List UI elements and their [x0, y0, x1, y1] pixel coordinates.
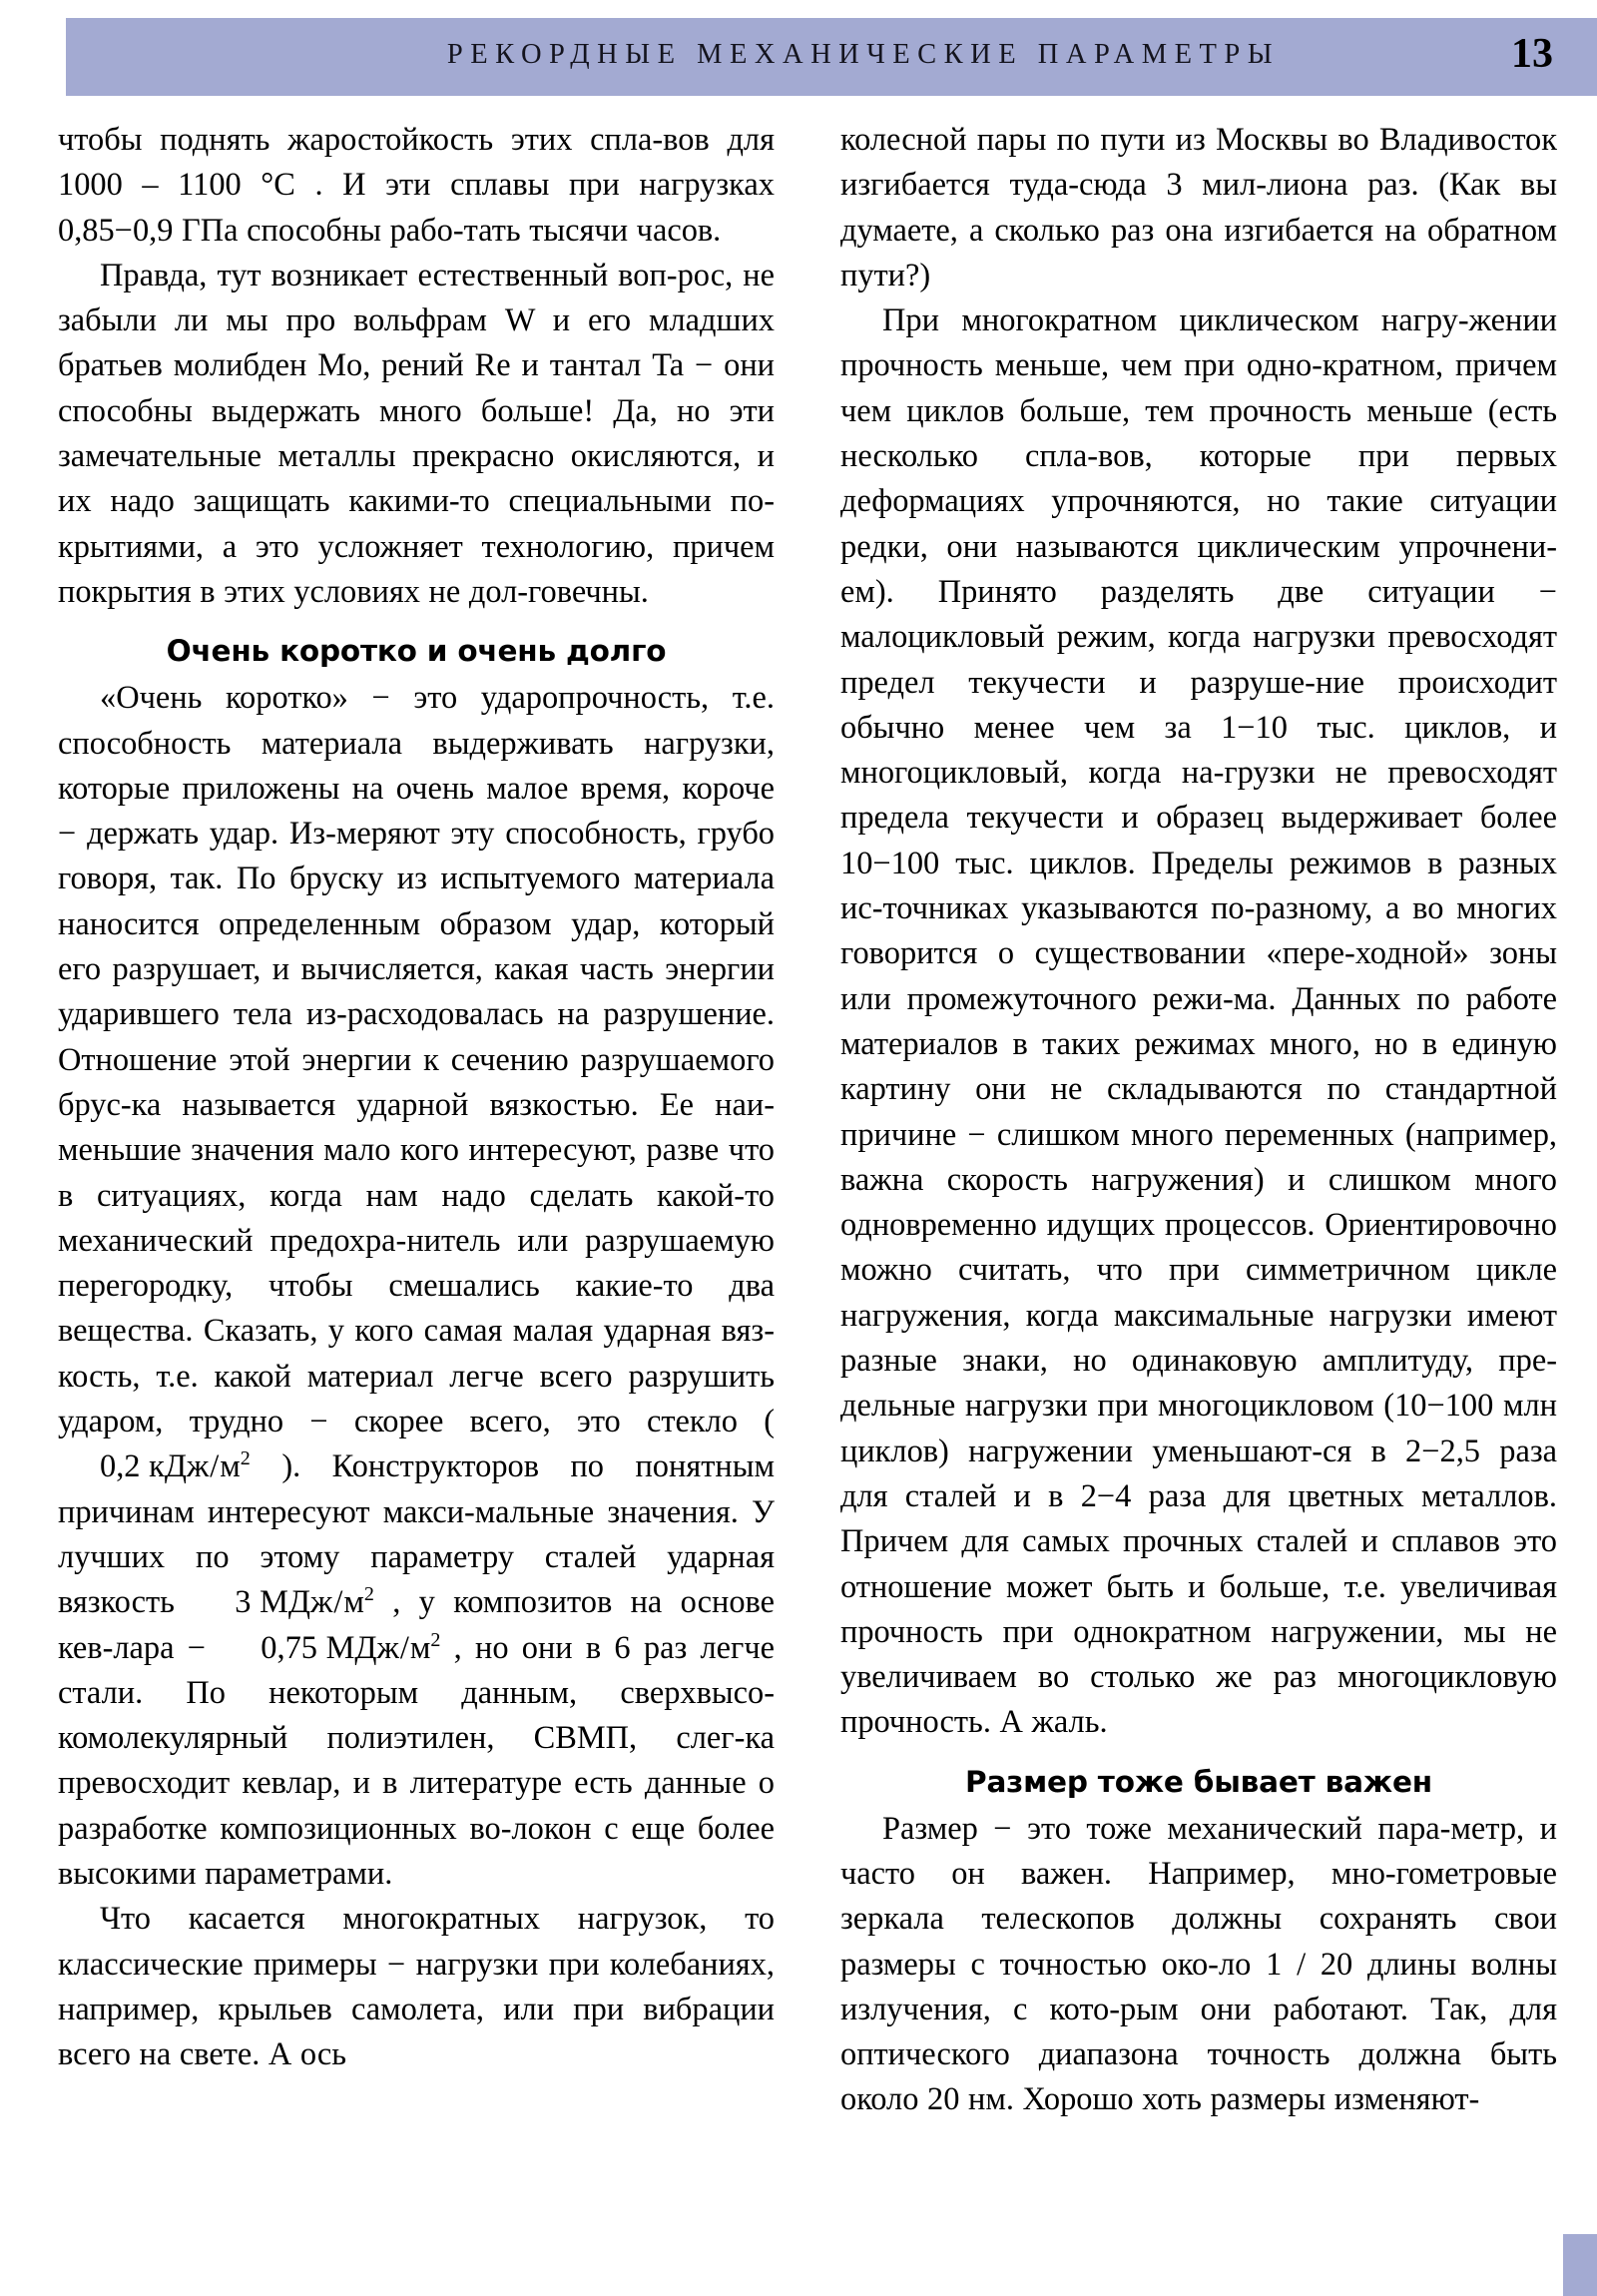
- formula-exponent: 2: [430, 1628, 441, 1651]
- formula-numerator: 3 МДж: [235, 1584, 333, 1621]
- formula-slash: /: [210, 1448, 220, 1485]
- paragraph: чтобы поднять жаростойкость этих спла-вов для 1000 – 1100 °C . И эти сплавы при нагрузках 0,85−0,9 ГПа способны рабо-тать тысячи часов.: [58, 122, 775, 249]
- formula-denominator: м: [220, 1448, 241, 1485]
- paragraph: Правда, тут возникает естественный воп-рос, не забыли ли мы про вольфрам W и его младших братьев молибден Mo, рений Re и тантал Ta − они способны выдержать много больше! Да, но эти замечательные металлы прекрасно окисляются, и их надо защищать какими-то специальными по-крытиями, а это усложняет технологию, причем покрытия в этих условиях не дол-говечны.: [58, 257, 775, 610]
- formula-exponent: 2: [240, 1447, 251, 1470]
- section-heading-ochen-korotko: Очень коротко и очень долго: [166, 634, 667, 669]
- section-heading-razmer: Размер тоже бывает важен: [965, 1764, 1432, 1799]
- paragraph-text-segment: , у композитов на основе кев-лара −: [58, 1584, 775, 1666]
- paragraph: колесной пары по пути из Москвы во Владивосток изгибается туда-сюда 3 мил-лиона раз. (Как вы думаете, а сколько раз она изгибается на обратном пути?): [840, 122, 1557, 293]
- body-columns: [0, 118, 1597, 2294]
- formula-slash: /: [399, 1629, 409, 1666]
- paragraph: Размер − это тоже механический пара-метр, и часто он важен. Например, мно-гометровые зеркала телескопов должны сохранять свои размеры с точностью око-ло 1 / 20 длины волны излучения, с кото-рым они работают. Так, для оптического диапазона точность должна быть около 20 нм. Хорошо хоть размеры изменяют-: [840, 1810, 1557, 2118]
- left-column: [58, 118, 775, 2294]
- running-header-title: РЕКОРДНЫЕ МЕХАНИЧЕСКИЕ ПАРАМЕТРЫ: [446, 39, 1281, 70]
- formula-denominator: м: [409, 1629, 431, 1666]
- formula-numerator: 0,2 кДж: [100, 1448, 210, 1485]
- formula-impact-toughness-kevlar: [219, 1626, 440, 1671]
- formula-slash: /: [333, 1584, 343, 1621]
- formula-numerator: 0,75 МДж: [261, 1629, 399, 1666]
- right-column: [840, 118, 1557, 2294]
- formula-denominator: м: [343, 1584, 364, 1621]
- paragraph: Что касается многократных нагрузок, то классические примеры − нагрузки при колебаниях, например, крыльев самолета, или при вибрации всего на свете. А ось: [58, 1901, 775, 2073]
- corner-mark: [1563, 2234, 1597, 2296]
- page-number: 13: [1511, 31, 1553, 77]
- paragraph: При многократном циклическом нагру-жении прочность меньше, чем при одно-кратном, причем чем циклов больше, тем прочность меньше (есть несколько спла-вов, которые при первых деформациях упрочняются, но такие ситуации редки, они называются циклическим упрочнени-ем). Принято разделять две ситуации − малоцикловый режим, когда нагрузки превосходят предел текучести и разруше-ние происходит обычно менее чем за 1−10 тыс. циклов, и многоцикловый, когда на-грузки не превосходят предела текучести и образец выдерживает более 10−100 тыс. циклов. Пределы режимов в разных ис-точниках указываются по-разному, а во многих говорится о существовании «пере-ходной» зоны или промежуточного режи-ма. Данных по работе материалов в таких режимах много, но в единую картину они не складываются по стандартной причине − слишком много переменных (например, важна скорость нагружения) и слишком много одновременно идущих процессов. Ориентировочно можно считать, что при симметричном цикле нагружения, когда максимальные нагрузки имеют разные знаки, но одинаковую амплитуду, пре-дельные нагрузки при многоцикловом (10−100 млн циклов) нагружении уменьшают-ся в 2−2,5 раза для сталей и в 2−4 раза для цветных металлов. Причем для самых прочных сталей и сплавов это отношение может быть и больше, т.е. увеличивая прочность при однократном нагружении, мы не увеличиваем во столько же раз многоцикловую прочность. А жаль.: [840, 302, 1557, 1741]
- paragraph-text-segment: «Очень коротко» − это ударопрочность, т.е. способность материала выдерживать нагрузки, которые приложены на очень малое время, короче − держать удар. Из-меряют эту способность, грубо говоря, так. По бруску из испытуемого материала наносится определенным образом удар, который его разрушает, и вычисляется, какая часть энергии ударившего тела из-расходовалась на разрушение. Отношение этой энергии к сечению разрушаемого брус-ка называется ударной вязкостью. Ее наи-меньшие значения мало кого интересуют, разве что в ситуациях, когда нам надо сделать какой-то механический предохра-нитель или разрушаемую перегородку, чтобы смешались какие-то два вещества. Сказать, у кого самая малая ударная вяз-кость, т.е. какой материал легче всего разрушить ударом, трудно − скорее всего, это стекло (: [58, 680, 775, 1440]
- formula-exponent: 2: [363, 1583, 374, 1606]
- paragraph-text-segment: ). Конструкторов по понятным причинам интересуют макси-мальные значения. У лучших по этому параметру сталей ударная вязкость: [58, 1448, 775, 1621]
- formula-impact-toughness-steel: [193, 1580, 374, 1625]
- paragraph-text-segment: , но они в 6 раз легче стали. По некоторым данным, сверхвысо-комолекулярный полиэтилен, СВМП, слег-ка превосходит кевлар, и в литературе есть данные о разработке композиционных во-локон с еще более высокими параметрами.: [58, 1629, 775, 1892]
- paragraph: [58, 676, 775, 1897]
- formula-impact-toughness-glass: [58, 1444, 251, 1489]
